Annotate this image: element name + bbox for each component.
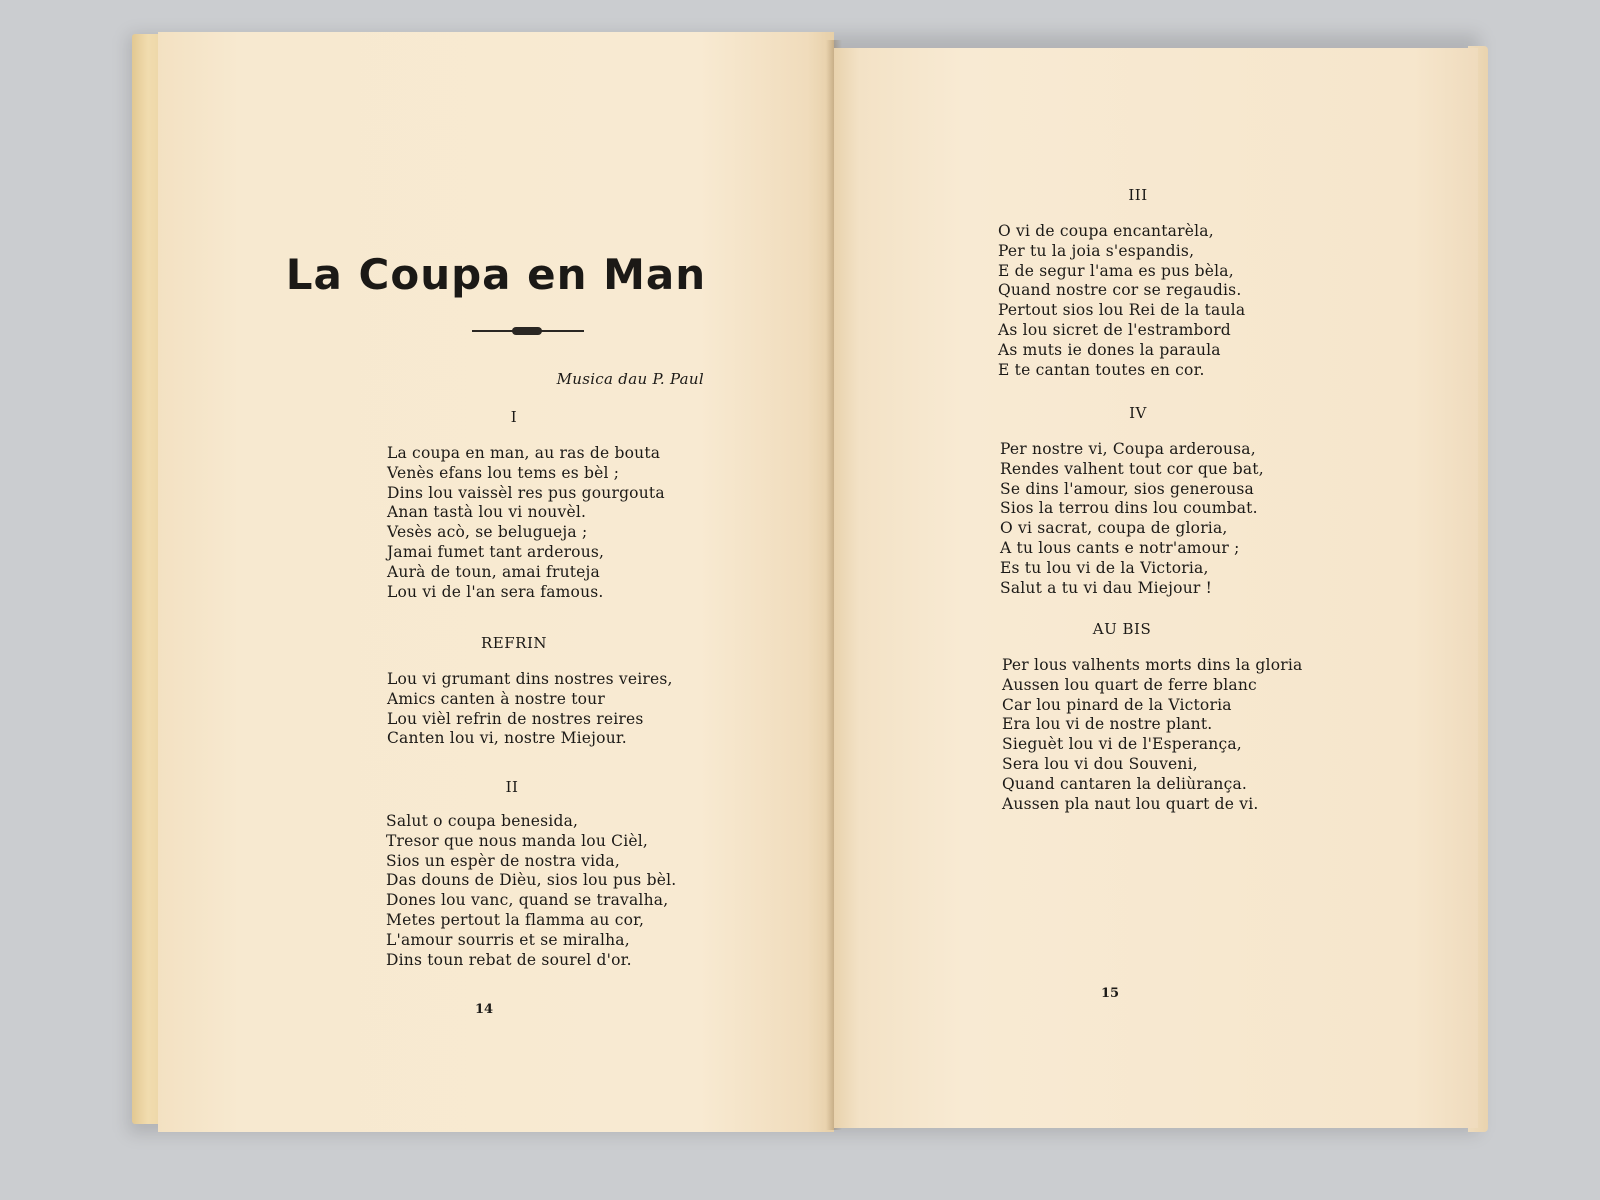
stanza-heading-3: III	[1128, 186, 1148, 204]
verse-line: Dones lou vanc, quand se travalha,	[386, 891, 669, 910]
verse-line: L'amour sourris et se miralha,	[386, 930, 630, 949]
stanza-3	[998, 222, 1245, 380]
refrain	[387, 670, 673, 749]
verse-line: Vesès acò, se belugueja ;	[387, 523, 588, 542]
verse-line: O vi de coupa encantarèla,	[998, 222, 1214, 240]
verse-line: Metes pertout la flamma au cor,	[386, 910, 645, 929]
verse-line: Salut o coupa benesida,	[386, 812, 579, 830]
verse-line: Quand cantaren la deliùrança.	[1002, 774, 1248, 793]
left-page	[158, 32, 834, 1132]
page-number-right: 15	[1100, 986, 1120, 1001]
verse-line: Lou vi grumant dins nostres veires,	[387, 670, 673, 688]
page-number-left: 14	[474, 1002, 494, 1017]
verse-line: Es tu lou vi de la Victoria,	[1000, 558, 1209, 577]
verse-line: Se dins l'amour, sios generousa	[1000, 479, 1254, 498]
verse-line: Pertout sios lou Rei de la taula	[998, 301, 1246, 320]
stanza-2	[386, 812, 676, 970]
au-bis-stanza	[1002, 656, 1302, 814]
verse-line: Das douns de Dièu, sios lou pus bèl.	[386, 871, 677, 890]
poem-subtitle: Musica dau P. Paul	[556, 370, 704, 388]
verse-line: Sios la terrou dins lou coumbat.	[1000, 499, 1258, 518]
right-page	[834, 48, 1478, 1128]
verse-line: Sios un espèr de nostra vida,	[386, 851, 620, 870]
stanza-heading-1: I	[510, 408, 518, 426]
verse-line: Sera lou vi dou Souveni,	[1002, 754, 1198, 773]
verse-line: O vi sacrat, coupa de gloria,	[1000, 519, 1228, 538]
verse-line: Jamai fumet tant arderous,	[387, 542, 605, 561]
refrain-heading: REFRIN	[481, 634, 547, 652]
stanza-heading-2: II	[505, 778, 519, 796]
verse-line: A tu lous cants e notr'amour ;	[1000, 538, 1240, 557]
au-bis-heading: AU BIS	[1092, 620, 1152, 638]
verse-line: As lou sicret de l'estrambord	[998, 320, 1231, 339]
verse-line: Aussen lou quart de ferre blanc	[1002, 675, 1257, 694]
verse-line: Salut a tu vi dau Miejour !	[1000, 578, 1213, 597]
stanza-4	[1000, 440, 1264, 598]
stanza-heading-4: IV	[1129, 404, 1147, 422]
verse-line: Era lou vi de nostre plant.	[1002, 715, 1213, 734]
verse-line: Rendes valhent tout cor que bat,	[1000, 459, 1264, 478]
verse-line: As muts ie dones la paraula	[998, 340, 1221, 359]
verse-line: Per tu la joia s'espandis,	[998, 241, 1195, 260]
verse-line: Tresor que nous manda lou Cièl,	[386, 831, 649, 850]
verse-line: Per lous valhents morts dins la gloria	[1002, 656, 1303, 674]
verse-line: Amics canten à nostre tour	[387, 689, 605, 708]
verse-line: E de segur l'ama es pus bèla,	[998, 261, 1234, 280]
verse-line: Quand nostre cor se regaudis.	[998, 281, 1242, 300]
verse-line: Per nostre vi, Coupa arderousa,	[1000, 440, 1256, 458]
verse-line: Aussen pla naut lou quart de vi.	[1002, 794, 1259, 813]
verse-line: Dins toun rebat de sourel d'or.	[386, 950, 632, 969]
verse-line: E te cantan toutes en cor.	[998, 360, 1205, 379]
title-ornament-center	[512, 327, 542, 335]
verse-line: Lou vièl refrin de nostres reires	[387, 709, 644, 728]
poem-title: La Coupa en Man	[285, 250, 707, 299]
verse-line: Anan tastà lou vi nouvèl.	[387, 503, 587, 522]
stanza-1	[387, 444, 665, 602]
verse-line: Dins lou vaissèl res pus gourgouta	[387, 483, 665, 502]
verse-line: Venès efans lou tems es bèl ;	[387, 463, 620, 482]
verse-line: Canten lou vi, nostre Miejour.	[387, 729, 627, 748]
verse-line: Aurà de toun, amai fruteja	[387, 562, 600, 581]
verse-line: Lou vi de l'an sera famous.	[387, 582, 604, 601]
verse-line: La coupa en man, au ras de bouta	[387, 444, 661, 462]
verse-line: Car lou pinard de la Victoria	[1002, 695, 1232, 714]
verse-line: Sieguèt lou vi de l'Esperança,	[1002, 735, 1242, 754]
